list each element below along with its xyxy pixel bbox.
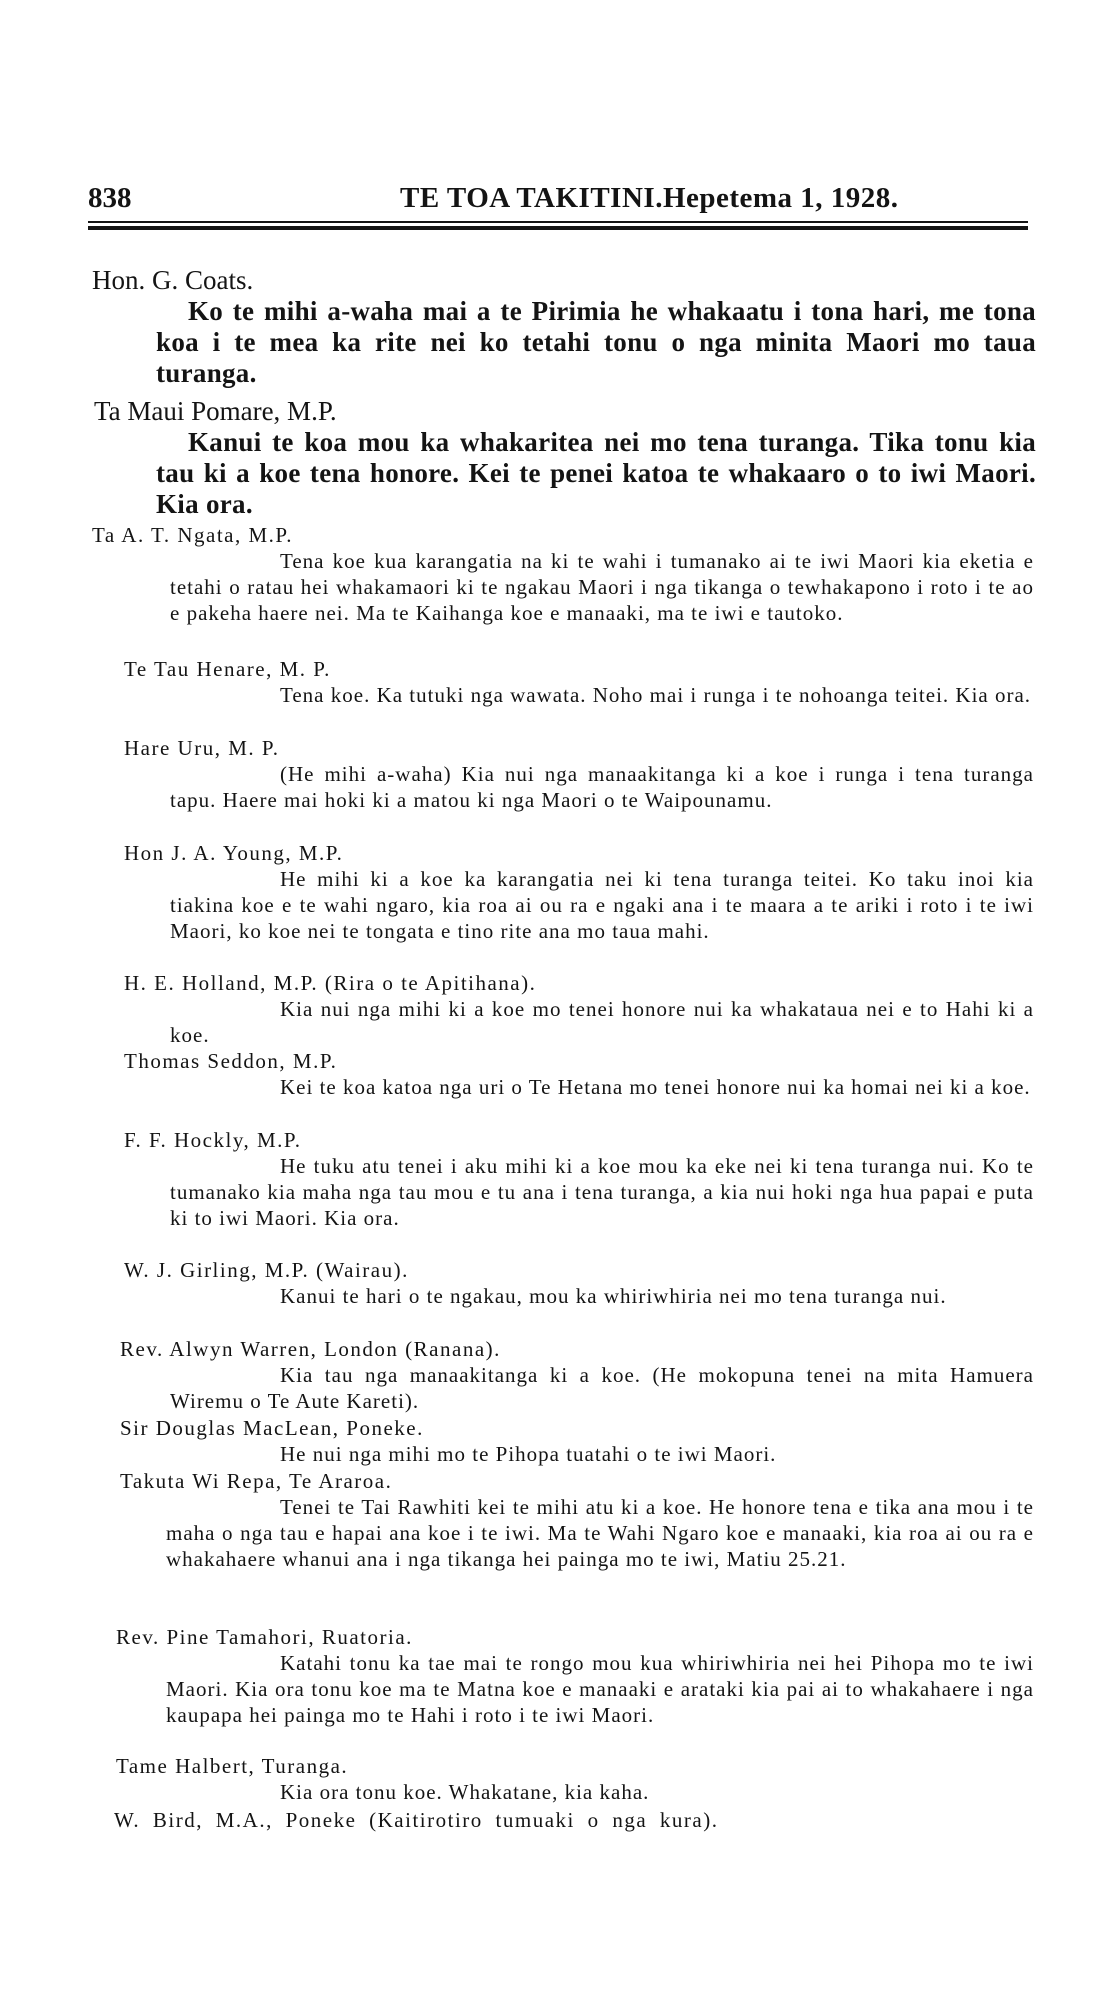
message-text: Tenei te Tai Rawhiti kei te mihi atu ki a koe. He honore tena e tika ana mou i te maha o nga tau e hapai ana koe i te iwi. Ma te Wahi Ngaro koe e manaaki, kia roa ai ou ra e whakahaere whanui ana i nga tikanga hei painga mo te iwi, Matiu 25.21. xyxy=(166,1495,1034,1571)
message-entry xyxy=(124,1127,1034,1231)
sender-name: Tame Halbert, Turanga. xyxy=(116,1754,349,1778)
message-text: (He mihi a-waha) Kia nui nga manaakitanga ki a koe i runga i tena turanga tapu. Haere mai hoki ki a matou ki nga Maori o te Waipounamu. xyxy=(170,762,1034,812)
message-entry xyxy=(124,1048,1034,1100)
sender-name: Rev. Pine Tamahori, Ruatoria. xyxy=(116,1625,413,1649)
message-entry xyxy=(120,1336,1034,1414)
message-text: Katahi tonu ka tae mai te rongo mou kua whiriwhiria nei hei Pihopa mo te iwi Maori. Kia ora tonu koe ma te Matna koe e manaaki e arataki kia pai ai to whakahaere i nga kaupapa hei painga mo te Hahi i roto i te iwi Maori. xyxy=(166,1651,1034,1727)
message-entry xyxy=(124,1257,1034,1309)
sender-name: Thomas Seddon, M.P. xyxy=(124,1049,338,1073)
header-rule-thin xyxy=(88,221,1028,223)
message-entry xyxy=(114,1807,1034,1833)
running-title: TE TOA TAKITINI.Hepetema 1, 1928. xyxy=(400,182,899,214)
header-rule-thick xyxy=(88,226,1028,230)
message-entry xyxy=(120,1468,1034,1572)
message-entry xyxy=(94,396,1036,520)
message-entry xyxy=(124,970,1034,1048)
sender-name: Ta A. T. Ngata, M.P. xyxy=(92,523,293,547)
message-entry xyxy=(92,265,1036,389)
message-text: Kia ora tonu koe. Whakatane, kia kaha. xyxy=(280,1780,650,1804)
message-text: He nui nga mihi mo te Pihopa tuatahi o te iwi Maori. xyxy=(280,1442,777,1466)
message-entry xyxy=(120,1415,1034,1467)
message-entry xyxy=(124,840,1034,944)
page-header xyxy=(88,180,1028,224)
sender-name: Rev. Alwyn Warren, London (Ranana). xyxy=(120,1337,501,1361)
message-entry xyxy=(92,522,1034,626)
sender-name: F. F. Hockly, M.P. xyxy=(124,1128,302,1152)
sender-name: W. Bird, M.A., Poneke (Kaitirotiro tumuaki o nga kura). xyxy=(114,1808,719,1832)
message-text: Ko te mihi a-waha mai a te Pirimia he whakaatu i tona hari, me tona koa i te mea ka rite nei ko tetahi tonu o nga minita Maori mo taua turanga. xyxy=(156,296,1036,388)
sender-name: Ta Maui Pomare, M.P. xyxy=(94,396,337,426)
message-text: Kia tau nga manaakitanga ki a koe. (He mokopuna tenei na mita Hamuera Wiremu o Te Aute Kareti). xyxy=(170,1363,1034,1413)
message-entry xyxy=(124,735,1034,813)
sender-name: Hon. G. Coats. xyxy=(92,265,254,295)
message-text: Kei te koa katoa nga uri o Te Hetana mo tenei honore nui ka homai nei ki a koe. xyxy=(280,1075,1031,1099)
message-text: Tena koe kua karangatia na ki te wahi i tumanako ai te iwi Maori kia eketia e tetahi o ratau hei whakamaori ki te ngakau Maori i nga tikanga o tewhakapono i roto i te ao e pakeha haere nei. Ma te Kaihanga koe e manaaki, ma te iwi e tautoko. xyxy=(170,549,1034,625)
message-text: Kanui te koa mou ka whakaritea nei mo tena turanga. Tika tonu kia tau ki a koe tena honore. Kei te penei katoa te whakaaro o to iwi Maori. Kia ora. xyxy=(156,427,1036,519)
page-number: 838 xyxy=(88,182,132,214)
message-text: Kanui te hari o te ngakau, mou ka whiriwhiria nei mo tena turanga nui. xyxy=(280,1284,947,1308)
message-text: Tena koe. Ka tutuki nga wawata. Noho mai i runga i te nohoanga teitei. Kia ora. xyxy=(280,683,1032,707)
sender-name: Takuta Wi Repa, Te Araroa. xyxy=(120,1469,393,1493)
message-text: He tuku atu tenei i aku mihi ki a koe mou ka eke nei ki tena turanga nui. Ko te tumanako kia maha nga tau mou e tu ana i tena turanga, a kia nui hoki nga hua papai e puta ki to iwi Maori. Kia ora. xyxy=(170,1154,1034,1230)
message-text: He mihi ki a koe ka karangatia nei ki tena turanga teitei. Ko taku inoi kia tiakina koe e te wahi ngaro, kia roa ai ou ra e ngaki ana i te maara a te ariki i roto i te iwi Maori, ko koe nei te tongata e tino rite ana mo taua mahi. xyxy=(170,867,1034,943)
sender-name: Sir Douglas MacLean, Poneke. xyxy=(120,1416,424,1440)
sender-name: W. J. Girling, M.P. (Wairau). xyxy=(124,1258,409,1282)
message-text: Kia nui nga mihi ki a koe mo tenei honore nui ka whakataua nei e to Hahi ki a koe. xyxy=(170,997,1034,1047)
message-entry xyxy=(116,1624,1034,1728)
sender-name: H. E. Holland, M.P. (Rira o te Apitihana). xyxy=(124,971,537,995)
message-entry xyxy=(116,1753,1034,1805)
sender-name: Hon J. A. Young, M.P. xyxy=(124,841,344,865)
sender-name: Te Tau Henare, M. P. xyxy=(124,657,331,681)
sender-name: Hare Uru, M. P. xyxy=(124,736,280,760)
message-entry xyxy=(124,656,1034,708)
